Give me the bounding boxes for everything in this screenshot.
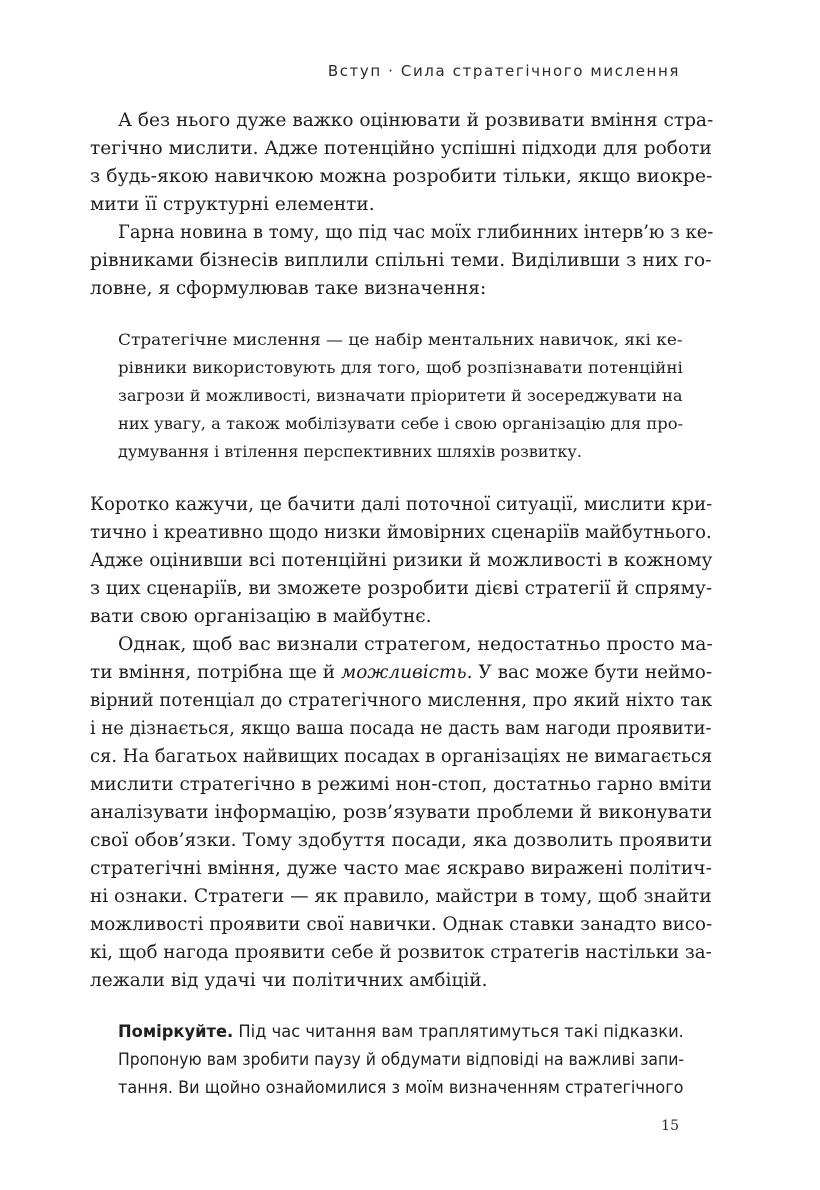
paragraph-4-line-13: лежали від удачі чи політичних амбіцій. <box>90 970 488 991</box>
running-header: Вступ · Сила стратегічного мислення <box>327 62 680 80</box>
paragraph-4-line-1: Однак, щоб вас визнали стратегом, недостатньо просто ма- <box>118 634 713 655</box>
page-number: 15 <box>661 1118 679 1134</box>
paragraph-4-line-4: і не дізнається, якщо ваша посада не дасть вам нагоди проявити- <box>90 718 712 739</box>
definition-quote-line-3: загрози й можливості, визначати пріоритети й зосереджувати на <box>118 386 683 405</box>
paragraph-1-line-2: тегічно мислити. Адже потенційно успішні підходи для роботи <box>90 138 712 159</box>
definition-quote-line-5: думування і втілення перспективних шляхів розвитку. <box>118 442 582 461</box>
paragraph-1-line-1: А без нього дуже важко оцінювати й розвивати вміння стра- <box>118 110 714 131</box>
paragraph-4-line-7: аналізувати інформацію, розв’язувати проблеми й виконувати <box>90 802 713 823</box>
paragraph-4-line-2-end: . У вас може бути неймо- <box>466 662 713 683</box>
paragraph-4-line-3: вірний потенціал до стратегічного мислення, про який ніхто так <box>90 690 713 711</box>
paragraph-4-line-5: ся. На багатьох найвищих посадах в організаціях не вимагається <box>90 746 713 767</box>
reflect-note-line-3: тання. Ви щойно ознайомилися з моїм визначенням стратегічного <box>118 1078 684 1097</box>
paragraph-4-line-6: мислити стратегічно в режимі нон-стоп, достатньо гарно вміти <box>90 774 712 795</box>
paragraph-2-line-1: Гарна новина в тому, що під час моїх глибинних інтерв’ю з ке- <box>118 222 714 243</box>
definition-quote-line-2: рівники використовують для того, щоб розпізнавати потенційні <box>118 358 683 377</box>
paragraph-3-line-5: вати свою організацію в майбутнє. <box>90 606 432 627</box>
paragraph-4-line-10: ні ознаки. Стратеги — як правило, майстри в тому, щоб знайти <box>90 886 712 907</box>
paragraph-3-line-1: Коротко кажучи, це бачити далі поточної ситуації, мислити кри- <box>90 494 713 515</box>
paragraph-4-line-9: стратегічні вміння, дуже часто має яскраво виражені політич- <box>90 858 712 879</box>
paragraph-4-line-12: кі, щоб нагода проявити себе й розвиток стратегів настільки за- <box>90 942 712 963</box>
paragraph-4-line-2-start: ти вміння, потрібна ще й <box>90 662 341 683</box>
paragraph-1-line-3: з будь-якою навичкою можна розробити тільки, якщо виокре- <box>90 166 713 187</box>
paragraph-2-line-3: ловне, я сформулював таке визначення: <box>90 278 487 299</box>
reflect-note-title: Поміркуйте. <box>118 1022 234 1041</box>
paragraph-4-line-2 <box>90 659 712 687</box>
reflect-note-line-2: Пропоную вам зробити паузу й обдумати відповіді на важливі запи- <box>118 1050 685 1069</box>
emphasis-possibility: можливість <box>340 662 467 683</box>
definition-quote-line-1: Стратегічне мислення — це набір ментальних навичок, які ке- <box>118 330 683 349</box>
paragraph-4-line-8: свої обов’язки. Тому здобуття посади, яка дозволить проявити <box>90 830 713 851</box>
paragraph-3-line-2: тично і креативно щодо низки ймовірних сценаріїв майбутнього. <box>90 522 712 543</box>
paragraph-4-line-11: можливості проявити свої навички. Однак ставки занадто висо- <box>90 914 713 935</box>
paragraph-2-line-2: рівниками бізнесів виплили спільні теми. Виділивши з них го- <box>90 250 712 271</box>
definition-quote-line-4: них увагу, а також мобілізувати себе і свою організацію для про- <box>118 414 684 433</box>
reflect-note-line-1 <box>118 1018 684 1046</box>
paragraph-3-line-3: Адже оцінивши всі потенційні ризики й можливості в кожному <box>90 550 713 571</box>
reflect-note-line-1-text: Під час читання вам траплятимуться такі підказки. <box>233 1022 684 1041</box>
paragraph-1-line-4: мити її структурні елементи. <box>90 194 375 215</box>
paragraph-3-line-4: з цих сценаріїв, ви зможете розробити дієві стратегії й спряму- <box>90 578 713 599</box>
